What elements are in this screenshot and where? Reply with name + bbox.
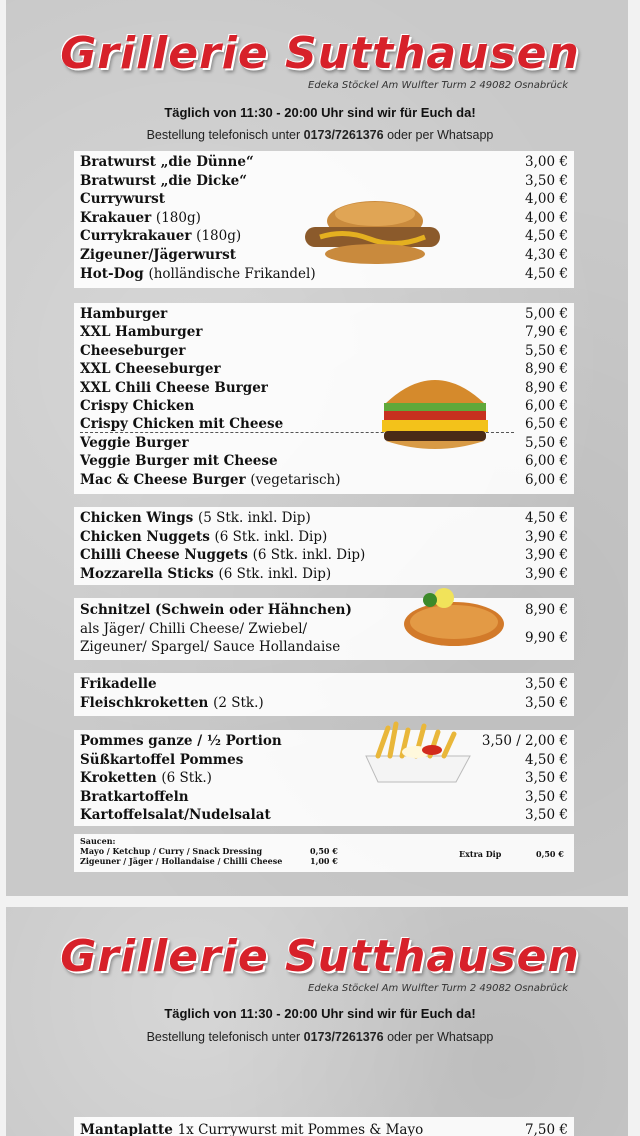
item-name: Hamburger [80,306,168,322]
item-name: Pommes ganze / ½ Portion [80,733,282,749]
schnitzel-section [74,598,574,660]
sauces-section [74,834,574,872]
menu-item [80,1122,568,1136]
sauces-line-2: Zigeuner / Jäger / Hollandaise / Chilli Cheese [80,856,283,866]
item-price: 6,00 € [525,398,568,414]
item-name: XXL Cheeseburger [80,361,221,378]
item-price: 3,90 € [525,547,568,563]
item-price: 9,90 € [525,630,568,646]
sauces-price-1: 0,50 € [310,846,338,856]
item-name: Mantaplatte 1x Currywurst mit Pommes & Mayo [80,1122,424,1136]
item-name: Crispy Chicken [80,398,195,414]
address: Edeka Stöckel Am Wulfter Turm 2 49082 Osnabrück [308,983,568,994]
item-price: 3,90 € [525,528,568,545]
item-price: 3,90 € [525,565,568,582]
burger-image [376,365,494,455]
item-price: 7,90 € [525,324,568,341]
item-name: Schnitzel (Schwein oder Hähnchen) [80,602,352,618]
address: Edeka Stöckel Am Wulfter Turm 2 49082 Osnabrück [308,80,568,91]
item-name: Hot-Dog (holländische Frikandel) [80,265,316,282]
menu-item [80,529,568,547]
item-description: als Jäger/ Chilli Cheese/ Zwiebel/ [80,621,308,637]
menu-item [80,435,568,453]
item-price: 5,50 € [525,342,568,359]
menu-item [80,380,568,398]
extra-dip-price: 0,50 € [536,849,564,859]
menu-item [80,324,568,342]
item-price: 4,50 € [525,751,568,768]
item-name: Cheeseburger [80,342,186,359]
menu-item [80,306,568,324]
menu-item [80,733,568,751]
opening-hours: Täglich von 11:30 - 20:00 Uhr sind wir für Euch da! [164,105,476,120]
item-price: 4,00 € [525,209,568,226]
menu-item [80,343,568,361]
menu-item [80,472,568,490]
item-name: Mac & Cheese Burger (vegetarisch) [80,471,341,488]
item-price: 4,30 € [525,247,568,263]
item-name: Krakauer (180g) [80,209,201,226]
menu-item [80,398,568,416]
item-price: 8,90 € [525,361,568,378]
item-name: Bratkartoffeln [80,788,189,805]
item-price: 8,90 € [525,602,568,618]
item-price: 6,00 € [525,471,568,488]
menu-item [80,770,568,788]
menu-item [80,510,568,528]
item-price: 3,50 € [525,807,568,823]
menu-item [80,547,568,565]
schnitzel-image [396,584,506,654]
item-name: Veggie Burger mit Cheese [80,453,278,470]
item-name: Fleischkroketten (2 Stk.) [80,694,264,711]
item-name: Frikadelle [80,676,157,692]
item-price: 3,50 € [525,172,568,189]
sauces-price-2: 1,00 € [310,856,338,866]
menu-item [80,154,568,172]
item-price: 7,50 € [525,1122,568,1136]
menu-item [80,361,568,379]
snacks-section [74,507,574,585]
item-name: Currykrakauer (180g) [80,228,242,245]
item-price: 3,50 / 2,00 € [481,733,568,749]
menu-item [80,676,568,694]
item-price: 4,50 € [525,510,568,526]
platter-section [74,1117,574,1136]
item-price: 5,50 € [525,434,568,451]
item-name: XXL Hamburger [80,324,203,341]
item-name: Chicken Nuggets (6 Stk. inkl. Dip) [80,528,328,545]
sides-section [74,730,574,826]
sauces-heading: Saucen: [80,836,116,846]
phone-number[interactable]: 0173/7261376 [303,128,384,142]
menu-item [80,453,568,471]
item-price: 3,50 € [525,770,568,786]
item-price: 3,50 € [525,788,568,805]
menu-item [80,695,568,713]
wurst-section [74,151,574,288]
item-name: Currywurst [80,191,166,208]
menu-item [80,789,568,807]
item-price: 8,90 € [525,379,568,396]
item-name: Chilli Cheese Nuggets (6 Stk. inkl. Dip) [80,547,366,563]
phone-number[interactable]: 0173/7261376 [303,1030,384,1044]
page-title: Grillerie Sutthausen [60,931,580,982]
menu-item [80,173,568,191]
page-title: Grillerie Sutthausen [60,28,580,79]
menu-item [80,566,568,584]
item-name: Süßkartoffel Pommes [80,751,244,768]
menu-item [80,807,568,825]
item-price: 6,50 € [525,416,568,433]
item-price: 4,00 € [525,191,568,208]
order-info: Bestellung telefonisch unter 0173/7261376 oder per Whatsapp [146,128,494,142]
item-name: Kartoffelsalat/Nudelsalat [80,807,271,823]
burger-section [74,303,574,494]
item-name: Kroketten (6 Stk.) [80,770,212,786]
frikadelle-section [74,673,574,716]
item-description: Zigeuner/ Spargel/ Sauce Hollandaise [80,639,341,655]
item-price: 3,50 € [525,676,568,692]
item-name: Crispy Chicken mit Cheese [80,416,284,433]
sauces-line-1: Mayo / Ketchup / Curry / Snack Dressing [80,846,263,856]
menu-page-2 [6,907,628,1136]
order-info: Bestellung telefonisch unter 0173/7261376 oder per Whatsapp [146,1030,494,1044]
fries-image [358,716,478,788]
item-name: Bratwurst „die Dünne“ [80,154,254,170]
item-name: Bratwurst „die Dicke“ [80,172,247,189]
item-price: 4,50 € [525,228,568,245]
item-price: 6,00 € [525,453,568,470]
item-price: 3,00 € [525,154,568,170]
bratwurst-burger-image [300,199,445,269]
item-price: 4,50 € [525,265,568,282]
item-name: Veggie Burger [80,434,189,451]
item-name: Mozzarella Sticks (6 Stk. inkl. Dip) [80,565,332,582]
menu-page-1 [6,0,628,896]
item-name: XXL Chili Cheese Burger [80,379,268,396]
menu-item [80,752,568,770]
item-name: Chicken Wings (5 Stk. inkl. Dip) [80,510,311,526]
item-price: 5,00 € [525,306,568,322]
opening-hours: Täglich von 11:30 - 20:00 Uhr sind wir für Euch da! [164,1006,476,1021]
extra-dip-label: Extra Dip [459,849,502,859]
item-price: 3,50 € [525,694,568,711]
item-name: Zigeuner/Jägerwurst [80,247,236,263]
